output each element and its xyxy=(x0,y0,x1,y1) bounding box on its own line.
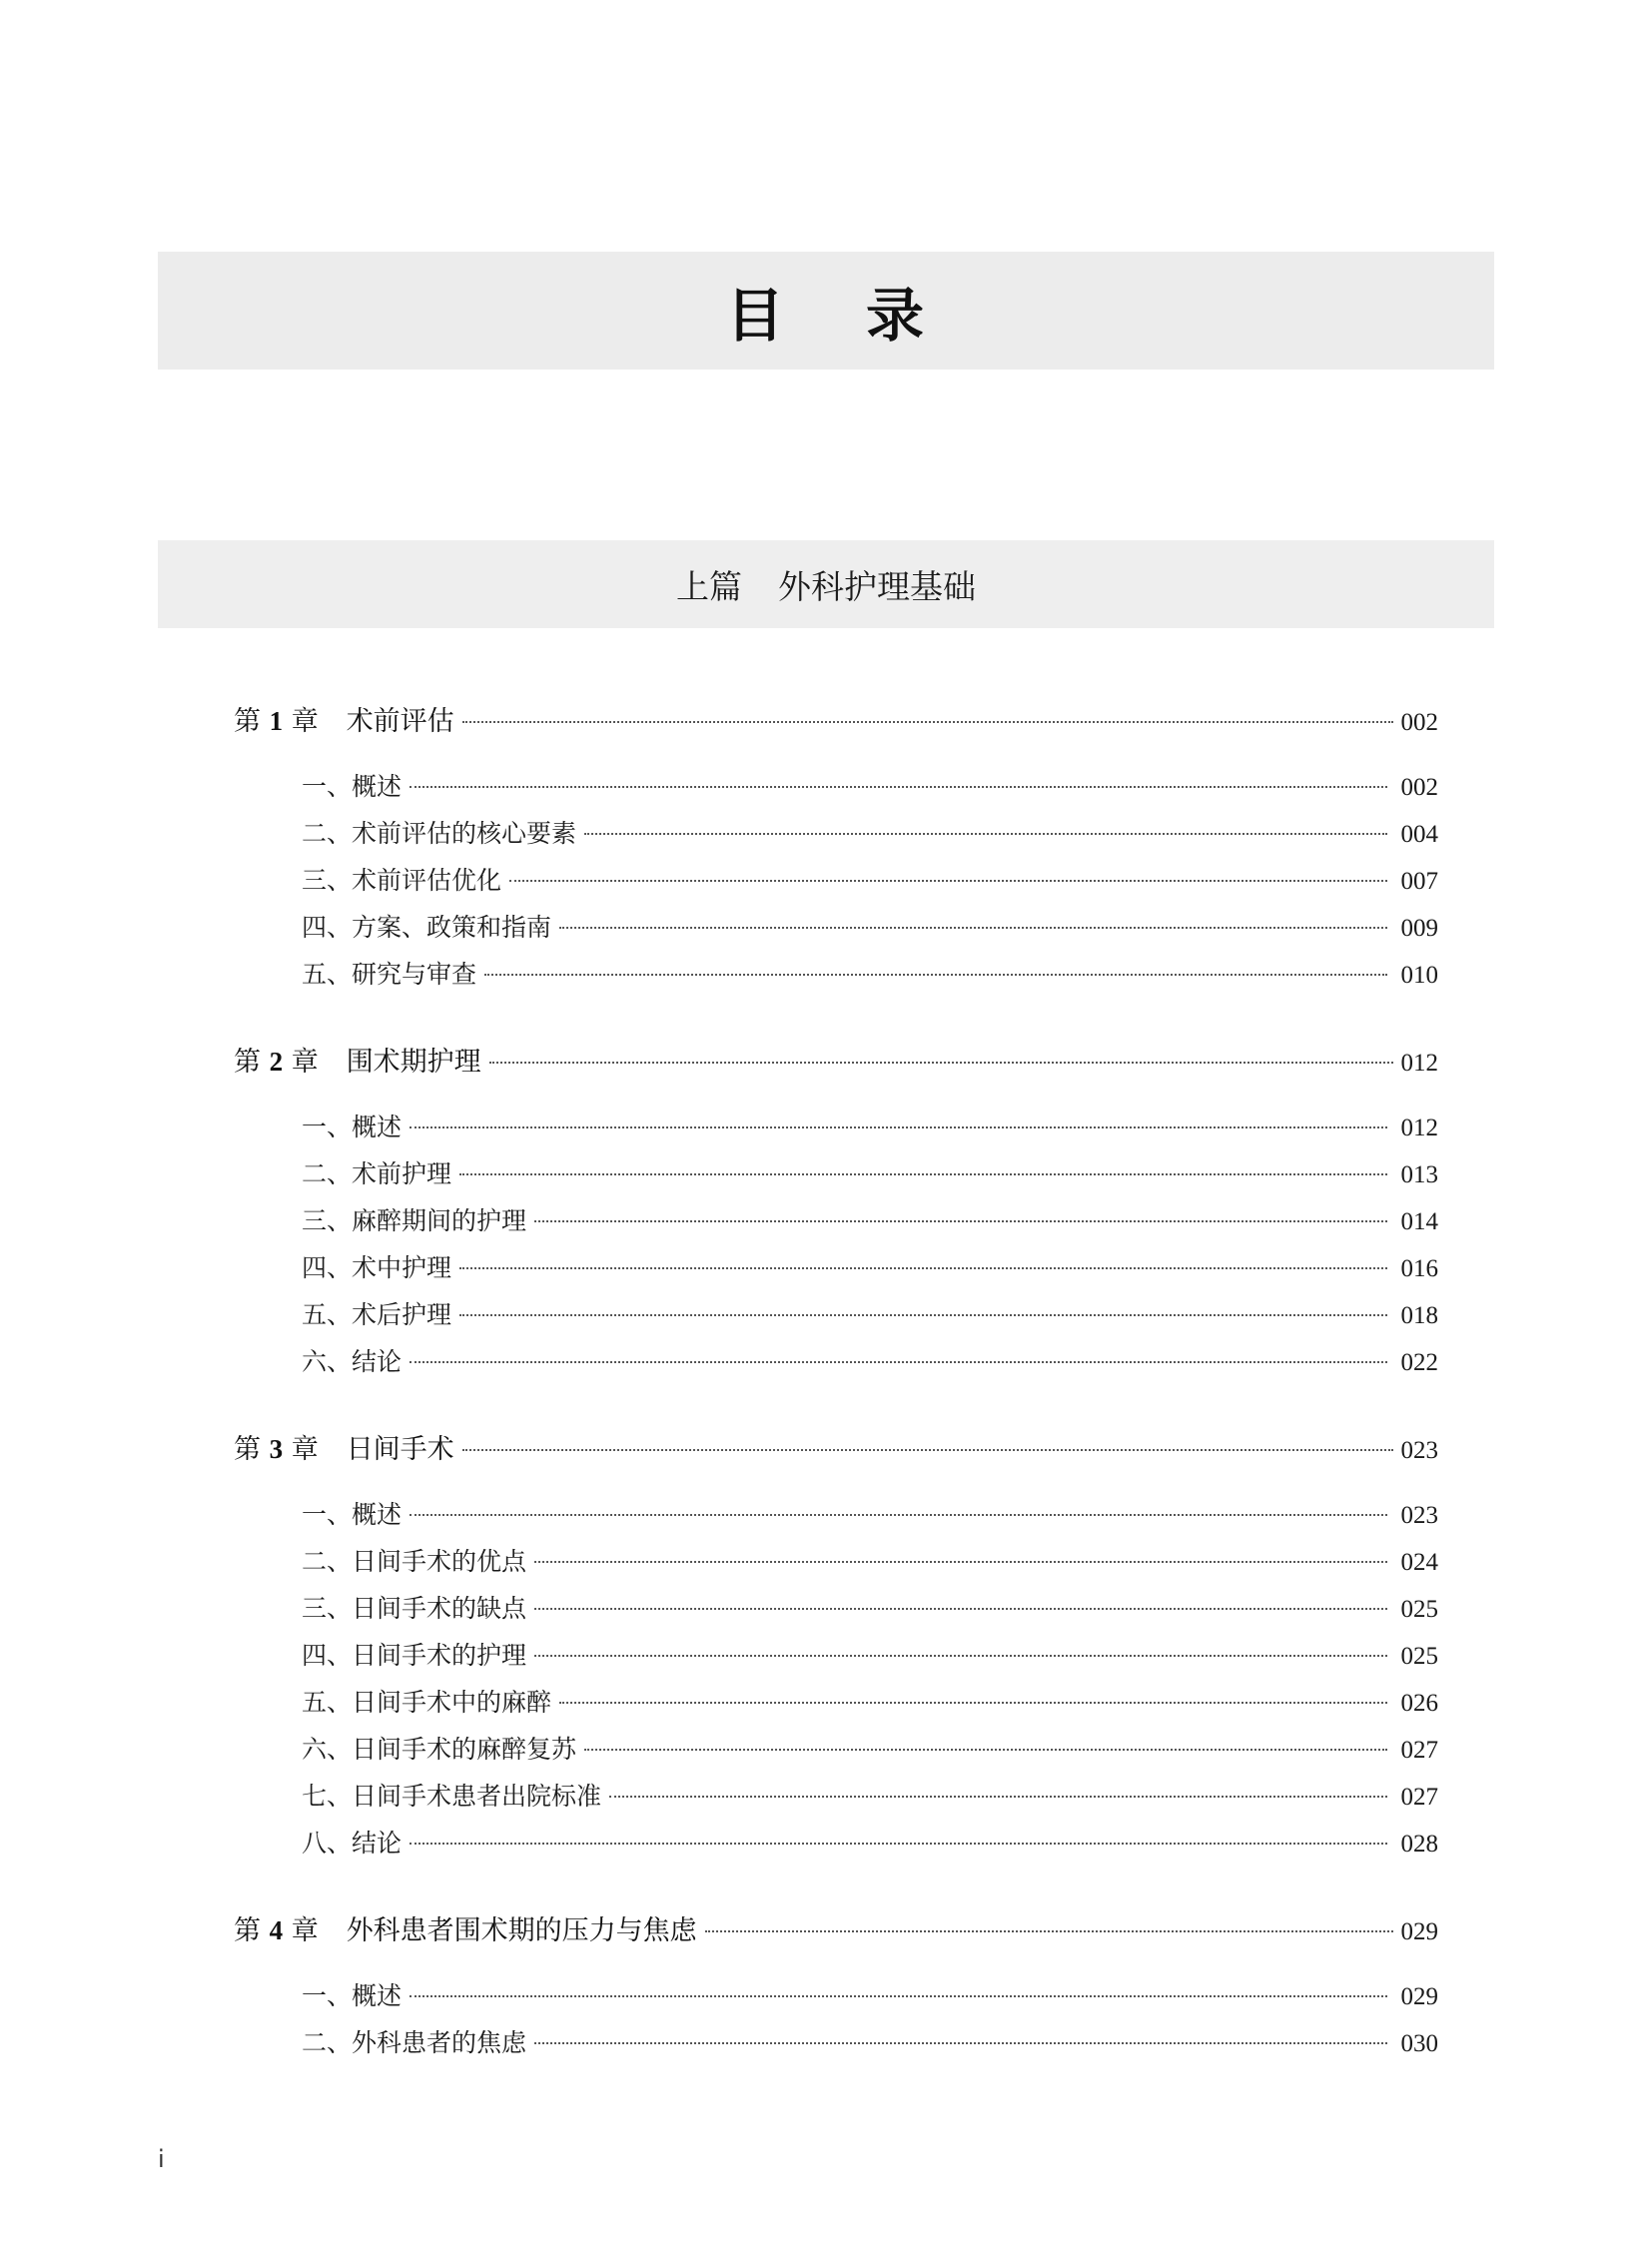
section-page-number: 014 xyxy=(1400,1208,1438,1235)
section-label: 三、术前评估优化 xyxy=(302,866,502,895)
dot-leader xyxy=(534,1561,1386,1563)
toc-list xyxy=(234,699,1438,2108)
section-page-number: 028 xyxy=(1400,1831,1438,1858)
section-label: 六、日间手术的麻醉复苏 xyxy=(302,1735,577,1764)
section-page-number: 027 xyxy=(1400,1737,1438,1764)
section-page-number: 030 xyxy=(1400,2030,1438,2057)
section-label: 五、日间手术中的麻醉 xyxy=(302,1688,552,1717)
dot-leader xyxy=(410,1995,1386,1997)
dot-leader xyxy=(509,880,1386,882)
dot-leader xyxy=(559,927,1386,929)
dot-leader xyxy=(584,1749,1386,1751)
chapter-page-number: 029 xyxy=(1400,1918,1438,1945)
chapter-label: 第 4 章 外科患者围术期的压力与焦虑 xyxy=(234,1915,697,1946)
dot-leader xyxy=(410,1361,1386,1363)
chapter-entry[interactable] xyxy=(234,1427,1438,1477)
chapter-label: 第 1 章 术前评估 xyxy=(234,706,454,737)
part-name: 外科护理基础 xyxy=(778,566,976,606)
chapter-4 xyxy=(234,1908,1438,2070)
section-label: 二、术前评估的核心要素 xyxy=(302,819,577,848)
dot-leader xyxy=(484,974,1386,976)
chapter-entry[interactable] xyxy=(234,699,1438,749)
part-banner xyxy=(158,540,1494,628)
section-entry[interactable] xyxy=(234,1730,1438,1777)
page-folio: i xyxy=(158,2145,165,2173)
section-entry[interactable] xyxy=(234,1542,1438,1589)
chapter-title: 外科患者围术期的压力与焦虑 xyxy=(346,1915,697,1946)
dot-leader xyxy=(534,1220,1386,1222)
dot-leader xyxy=(705,1930,1393,1932)
dot-leader xyxy=(459,1314,1386,1316)
section-label: 四、日间手术的护理 xyxy=(302,1641,527,1670)
section-entry[interactable] xyxy=(234,1342,1438,1389)
section-label: 三、日间手术的缺点 xyxy=(302,1594,527,1623)
dot-leader xyxy=(462,1449,1393,1451)
dot-leader xyxy=(534,1608,1386,1610)
section-page-number: 029 xyxy=(1400,1983,1438,2010)
section-page-number: 010 xyxy=(1400,962,1438,989)
toc-title xyxy=(726,269,926,353)
section-page-number: 002 xyxy=(1400,774,1438,801)
chapter-2 xyxy=(234,1040,1438,1389)
section-label: 二、外科患者的焦虑 xyxy=(302,2028,527,2057)
dot-leader xyxy=(462,721,1393,723)
dot-leader xyxy=(559,1702,1386,1704)
section-page-number: 009 xyxy=(1400,915,1438,942)
section-entry[interactable] xyxy=(234,1248,1438,1295)
dot-leader xyxy=(459,1173,1386,1175)
section-page-number: 022 xyxy=(1400,1349,1438,1376)
dot-leader xyxy=(584,833,1386,835)
section-page-number: 016 xyxy=(1400,1255,1438,1282)
section-label: 五、术后护理 xyxy=(302,1300,452,1329)
dot-leader xyxy=(609,1796,1386,1798)
section-entry[interactable] xyxy=(234,1295,1438,1342)
section-entry[interactable] xyxy=(234,1636,1438,1683)
chapter-1 xyxy=(234,699,1438,1002)
section-label: 四、术中护理 xyxy=(302,1253,452,1282)
dot-leader xyxy=(410,786,1386,788)
chapter-title: 日间手术 xyxy=(346,1434,454,1465)
section-label: 二、术前护理 xyxy=(302,1159,452,1188)
dot-leader xyxy=(534,1655,1386,1657)
section-label: 八、结论 xyxy=(302,1829,403,1858)
section-entry[interactable] xyxy=(234,1495,1438,1542)
section-label: 四、方案、政策和指南 xyxy=(302,913,552,942)
chapter-title: 术前评估 xyxy=(346,706,454,737)
section-label: 七、日间手术患者出院标准 xyxy=(302,1782,602,1811)
section-page-number: 024 xyxy=(1400,1549,1438,1576)
section-page-number: 026 xyxy=(1400,1690,1438,1717)
section-page-number: 027 xyxy=(1400,1784,1438,1811)
section-page-number: 023 xyxy=(1400,1502,1438,1529)
section-entry[interactable] xyxy=(234,1154,1438,1201)
chapter-label: 第 3 章 日间手术 xyxy=(234,1434,454,1465)
toc-title-char-2: 录 xyxy=(866,282,927,350)
section-entry[interactable] xyxy=(234,2023,1438,2070)
section-label: 一、概述 xyxy=(302,772,403,801)
section-entry[interactable] xyxy=(234,814,1438,861)
section-label: 一、概述 xyxy=(302,1113,403,1141)
chapter-entry[interactable] xyxy=(234,1040,1438,1090)
section-page-number: 013 xyxy=(1400,1161,1438,1188)
section-entry[interactable] xyxy=(234,955,1438,1002)
toc-title-banner xyxy=(158,252,1494,370)
section-page-number: 004 xyxy=(1400,821,1438,848)
section-label: 三、麻醉期间的护理 xyxy=(302,1206,527,1235)
section-page-number: 025 xyxy=(1400,1596,1438,1623)
dot-leader xyxy=(534,2042,1386,2044)
chapter-label: 第 2 章 围术期护理 xyxy=(234,1047,481,1078)
dot-leader xyxy=(459,1267,1386,1269)
section-entry[interactable] xyxy=(234,1589,1438,1636)
section-page-number: 012 xyxy=(1400,1115,1438,1141)
dot-leader xyxy=(410,1843,1386,1845)
section-label: 五、研究与审查 xyxy=(302,960,477,989)
section-entry[interactable] xyxy=(234,1683,1438,1730)
dot-leader xyxy=(410,1126,1386,1128)
section-label: 二、日间手术的优点 xyxy=(302,1547,527,1576)
section-label: 一、概述 xyxy=(302,1981,403,2010)
section-entry[interactable] xyxy=(234,1824,1438,1870)
section-entry[interactable] xyxy=(234,861,1438,908)
section-entry[interactable] xyxy=(234,1777,1438,1824)
section-label: 六、结论 xyxy=(302,1347,403,1376)
part-label: 上篇 xyxy=(676,566,742,606)
section-entry[interactable] xyxy=(234,767,1438,814)
chapter-page-number: 002 xyxy=(1400,709,1438,736)
part-heading xyxy=(676,561,976,608)
chapter-title: 围术期护理 xyxy=(346,1047,481,1078)
section-page-number: 007 xyxy=(1400,868,1438,895)
section-label: 一、概述 xyxy=(302,1500,403,1529)
chapter-entry[interactable] xyxy=(234,1908,1438,1958)
chapter-page-number: 012 xyxy=(1400,1050,1438,1077)
section-entry[interactable] xyxy=(234,1201,1438,1248)
chapter-3 xyxy=(234,1427,1438,1870)
section-entry[interactable] xyxy=(234,1108,1438,1154)
section-entry[interactable] xyxy=(234,1976,1438,2023)
section-entry[interactable] xyxy=(234,908,1438,955)
dot-leader xyxy=(489,1062,1393,1064)
chapter-page-number: 023 xyxy=(1400,1437,1438,1464)
toc-title-char-1: 目 xyxy=(725,282,786,350)
section-page-number: 018 xyxy=(1400,1302,1438,1329)
section-page-number: 025 xyxy=(1400,1643,1438,1670)
dot-leader xyxy=(410,1514,1386,1516)
